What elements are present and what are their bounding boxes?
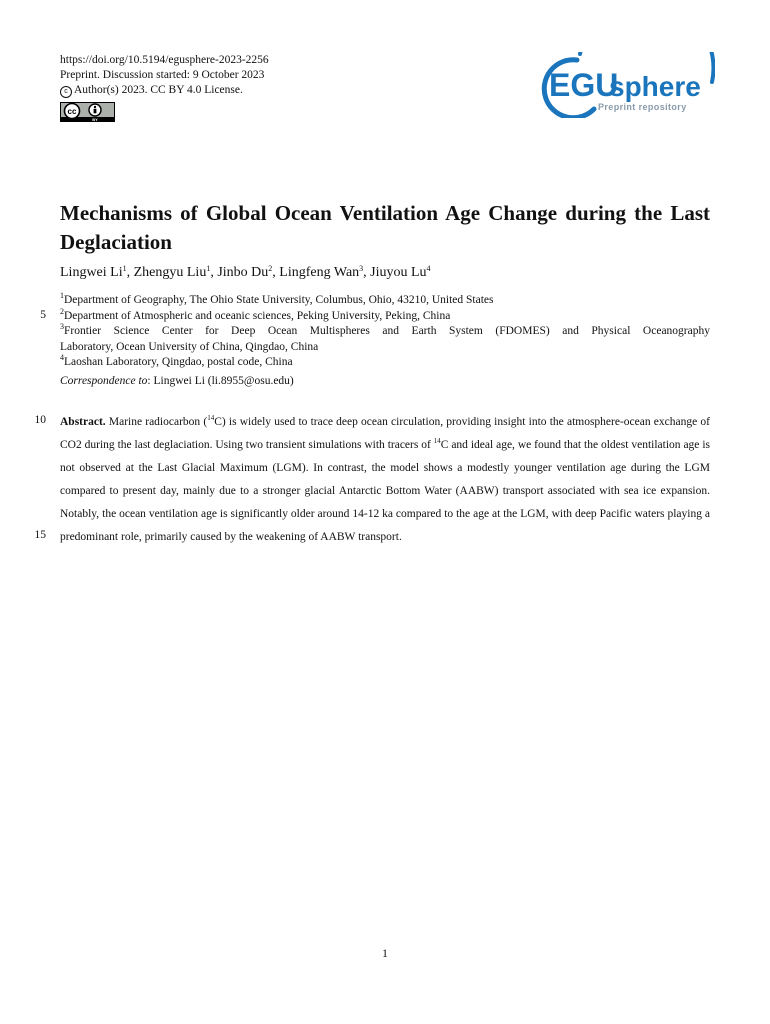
affiliation-item [60, 293, 710, 309]
egusphere-logo[interactable] [540, 52, 715, 118]
svg-text:BY: BY [92, 116, 98, 122]
line-number: 10 [34, 414, 46, 426]
author-affil: 1 [122, 264, 127, 273]
logo-wordmark-egu: EGU [549, 67, 619, 103]
affiliation-continuation: Laboratory, Ocean University of China, Qingdao, China [60, 340, 319, 353]
abstract-text: C) is widely used to trace deep ocean circulation, providing insight into the atmosphere-ocean exchange of CO2 during the last deglaciation. Using two transient simulations with tracers of [60, 416, 710, 451]
affiliation-text: Laoshan Laboratory, Qingdao, postal code, China [64, 356, 293, 368]
paper-title: Mechanisms of Global Ocean Ventilation Age Change during the Last Deglaciation [60, 201, 710, 254]
abstract-superscript: 14 [433, 437, 441, 445]
logo-tagline: Preprint repository [598, 102, 687, 112]
author-name: Zhengyu Liu [133, 265, 207, 280]
affiliation-number: 2 [60, 306, 64, 316]
copyright-text: Author(s) 2023. CC BY 4.0 License. [74, 84, 243, 96]
line-number: 5 [40, 309, 46, 321]
line-number: 15 [34, 529, 46, 541]
author-affil: 4 [426, 264, 431, 273]
affiliation-item [60, 355, 710, 371]
author-list: Lingwei Li$^1$, Zhengyu Liu$^1$, Jinbo Du$^2$, Lingfeng Wan$^3$, Jiuyou Lu$^4$ [60, 264, 431, 280]
affiliation-number: 1 [60, 291, 64, 300]
abstract-text: Marine radiocarbon ( [108, 416, 208, 428]
affiliation-text: Department of Atmospheric and oceanic sciences, Peking University, Peking, China [64, 309, 451, 322]
copyright-line [60, 83, 269, 98]
author-affil: 1 [206, 264, 211, 273]
correspondence-label: Correspondence to [60, 375, 148, 387]
correspondence-email[interactable]: : Lingwei Li (li.8955@osu.edu) [147, 375, 294, 387]
author-affil: 3 [359, 264, 364, 273]
cc-by-badge[interactable] [60, 102, 115, 122]
affiliation-list [60, 293, 710, 371]
affiliation-item [60, 324, 710, 340]
copyright-icon: c [60, 86, 72, 98]
author-name: Lingwei Li [60, 265, 123, 280]
preprint-header [60, 53, 269, 98]
abstract-superscript: 14 [207, 414, 215, 422]
affiliation-number: 4 [60, 353, 64, 362]
page-number: 1 [382, 946, 388, 960]
logo-wordmark-sphere: sphere [609, 71, 701, 102]
affiliation-item [60, 306, 710, 325]
affiliation-number: 3 [60, 322, 64, 331]
preprint-status: Preprint. Discussion started: 9 October 2023 [60, 69, 265, 81]
author-name: Jinbo Du [217, 265, 269, 280]
affiliation-text: Frontier Science Center for Deep Ocean Multispheres and Earth System (FDOMES) and Physical Oceanography [64, 325, 710, 337]
author-name: Jiuyou Lu [370, 265, 427, 280]
author-name: Lingfeng Wan [279, 265, 360, 280]
affiliation-text: Department of Geography, The Ohio State University, Columbus, Ohio, 43210, United States [64, 294, 494, 306]
correspondence [60, 375, 294, 387]
svg-text:cc: cc [67, 107, 77, 116]
author-affil: 2 [268, 264, 273, 273]
abstract-label: Abstract. [60, 416, 106, 428]
abstract-text: C and ideal age, we found that the oldest ventilation age is not observed at the Last Glacial Maximum (LGM). In contrast, the model shows a modestly younger ventilation age during the LGM compared to present day, mainly due to a stronger glacial Antarctic Bottom Water (AABW) transport associated with sea ice expansion. Notably, the ocean ventilation age is significantly older around 14-12 ka compared to the age at the LGM, with deep Pacific waters playing a predominant role, primarily caused by the weakening of AABW transport. [60, 439, 710, 543]
abstract [60, 411, 710, 549]
doi-link[interactable]: https://doi.org/10.5194/egusphere-2023-2256 [60, 54, 269, 66]
